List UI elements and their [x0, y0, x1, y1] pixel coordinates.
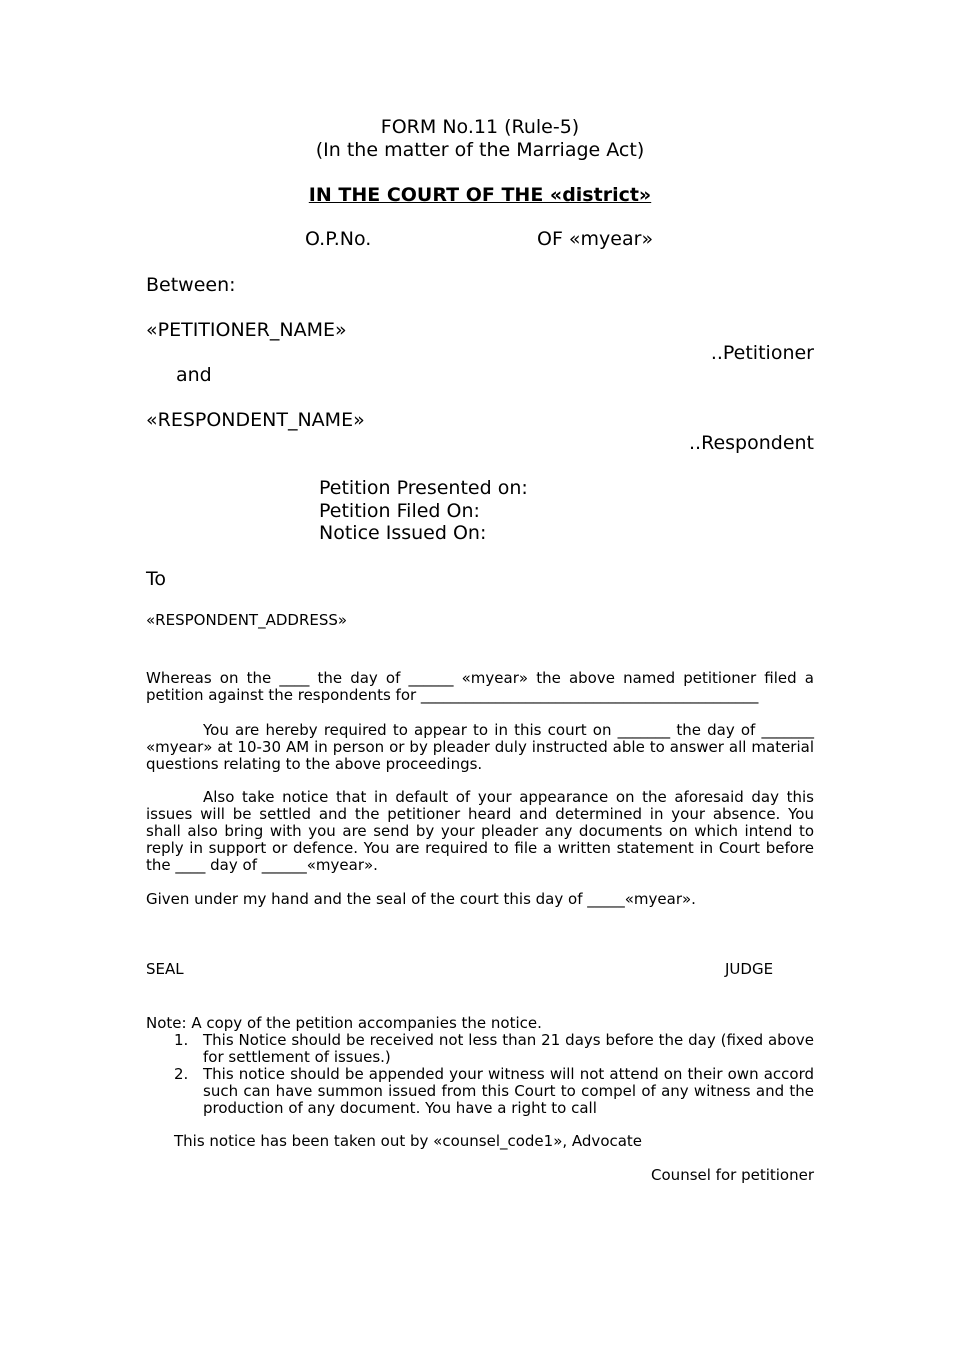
note-title: Note: A copy of the petition accompanies the notice. [146, 1014, 542, 1032]
year-label: OF «myear» [537, 228, 654, 250]
petition-paragraph: Whereas on the ____ the day of ______ «myear» the above named petitioner filed a petition against the respondents for _____________________________________________ [146, 669, 814, 704]
and-label: and [176, 364, 212, 386]
notice-issued-label: Notice Issued On: [319, 522, 487, 544]
respondent-address: «RESPONDENT_ADDRESS» [146, 611, 348, 629]
note-item-number: 2. [174, 1065, 189, 1083]
petitioner-role: ..Petitioner [710, 342, 814, 364]
respondent-name: «RESPONDENT_NAME» [146, 409, 365, 431]
note-list [146, 1032, 814, 1117]
respondent-role: ..Respondent [689, 432, 814, 454]
note-item-number: 1. [174, 1031, 189, 1049]
between-label: Between: [146, 274, 236, 296]
court-heading: IN THE COURT OF THE «district» [308, 184, 652, 206]
note-item-text: This notice should be appended your witness will not attend on their own accord such can have summon issued from this Court to compel of any witness and the production of any document. You have a right to call [203, 1065, 814, 1117]
petitioner-name: «PETITIONER_NAME» [146, 319, 347, 341]
matter-subtitle: (In the matter of the Marriage Act) [315, 139, 645, 161]
petition-presented-label: Petition Presented on: [319, 477, 528, 499]
default-notice-paragraph: Also take notice that in default of your appearance on the aforesaid day this issues will be settled and the petitioner heard and determined in your absence. You shall also bring with you are send by your pleader any documents on which intend to reply in support or defence. You are required to file a written statement in Court before the ____ day of ______«myear». [146, 788, 814, 874]
note-item [146, 1032, 814, 1066]
note-item-text: This Notice should be received not less than 21 days before the day (fixed above for settlement of issues.) [203, 1031, 814, 1066]
form-title: FORM No.11 (Rule-5) [380, 116, 580, 138]
judge-label: JUDGE [725, 960, 774, 978]
seal-label: SEAL [146, 960, 184, 978]
note-item [146, 1066, 814, 1117]
appearance-paragraph: You are hereby required to appear to in this court on _______ the day of _______ «myear» at 10-30 AM in person or by pleader duly instructed able to answer all material questions relating to the above proceedings. [146, 721, 814, 773]
op-number-label: O.P.No. [305, 228, 372, 250]
to-label: To [146, 568, 167, 590]
counsel-for-petitioner: Counsel for petitioner [651, 1166, 814, 1184]
petition-filed-label: Petition Filed On: [319, 500, 480, 522]
given-under-hand: Given under my hand and the seal of the court this day of _____«myear». [146, 890, 696, 908]
taken-out-by: This notice has been taken out by «counsel_code1», Advocate [174, 1132, 643, 1150]
